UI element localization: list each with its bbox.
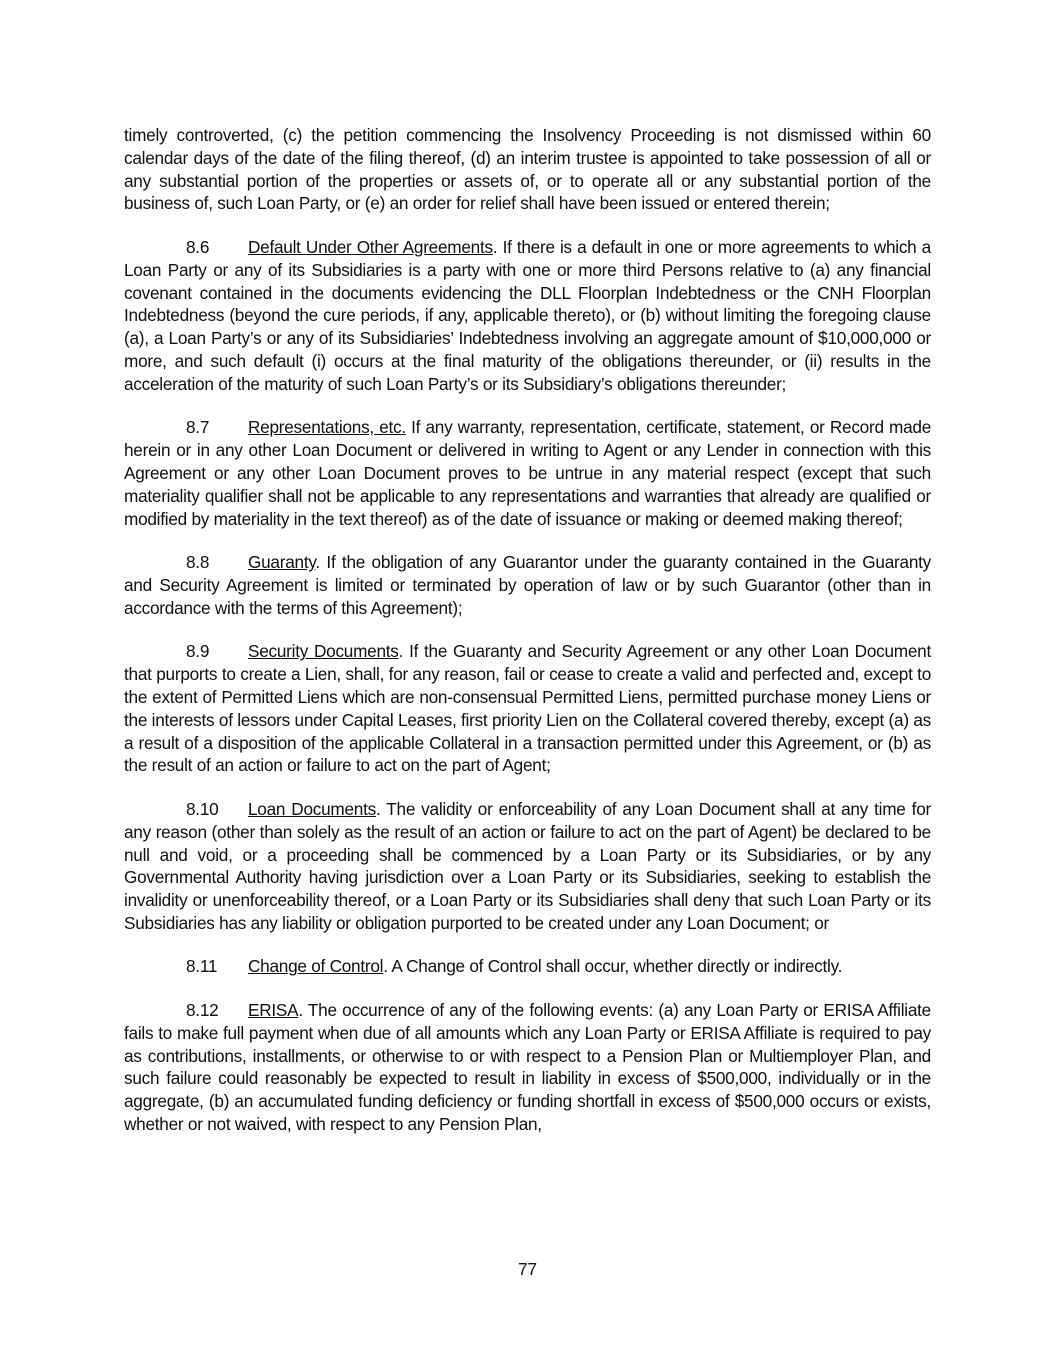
section-heading: ERISA	[248, 1000, 299, 1021]
section-heading: Security Documents	[248, 641, 399, 662]
paragraph-text: timely controverted, (c) the petition commencing the Insolvency Proceeding is not dismissed within 60 calendar days of the date of the filing thereof, (d) an interim trustee is appointed to take possession of all or any substantial portion of the properties or assets of, or to operate all or any substantial portion of the business of, such Loan Party, or (e) an order for relief shall have been issued or entered therein;	[124, 125, 931, 214]
section-text: . If the Guaranty and Security Agreement or any other Loan Document that purports to create a Lien, shall, for any reason, fail or cease to create a valid and perfected and, except to the extent of Permitted Liens which are non-consensual Permitted Liens, permitted purchase money Liens or the interests of lessors under Capital Leases, first priority Lien on the Collateral covered thereby, except (a) as a result of a disposition of the applicable Collateral in a transaction permitted under this Agreement, or (b) as the result of an action or failure to act on the part of Agent;	[124, 641, 931, 776]
paragraph-continued	[124, 124, 931, 215]
section-8-8	[124, 551, 931, 619]
section-text: . If the obligation of any Guarantor under the guaranty contained in the Guaranty and Security Agreement is limited or terminated by operation of law or by such Guarantor (other than in accordance with the terms of this Agreement);	[124, 552, 931, 618]
document-body	[124, 124, 931, 1157]
section-number: 8.8	[186, 552, 210, 573]
section-8-12	[124, 999, 931, 1136]
section-heading: Change of Control	[248, 956, 384, 977]
section-heading: Default Under Other Agreements	[248, 236, 493, 257]
section-8-9	[124, 640, 931, 777]
section-number: 8.6	[186, 236, 210, 257]
section-number: 8.11	[186, 956, 218, 977]
section-number: 8.9	[186, 641, 210, 662]
section-8-10	[124, 798, 931, 935]
section-text: . The occurrence of any of the following events: (a) any Loan Party or ERISA Affiliate fails to make full payment when due of all amounts which any Loan Party or ERISA Affiliate is required to pay as contributions, installments, or otherwise to or with respect to a Pension Plan or Multiemployer Plan, and such failure could reasonably be expected to result in liability in excess of $500,000, individually or in the aggregate, (b) an accumulated funding deficiency or funding shortfall in excess of $500,000 occurs or exists, whether or not waived, with respect to any Pension Plan,	[124, 1000, 931, 1135]
section-heading: Loan Documents	[248, 798, 376, 819]
page-number: 77	[517, 1259, 538, 1279]
section-heading: Representations, etc.	[248, 417, 406, 438]
section-8-11	[124, 955, 931, 978]
section-text: . If there is a default in one or more agreements to which a Loan Party or any of its Subsidiaries is a party with one or more third Persons relative to (a) any financial covenant contained in the documents evidencing the DLL Floorplan Indebtedness or the CNH Floorplan Indebtedness (beyond the cure periods, if any, applicable thereto), or (b) without limiting the foregoing clause (a), a Loan Party’s or any of its Subsidiaries’ Indebtedness involving an aggregate amount of $10,000,000 or more, and such default (i) occurs at the final maturity of the obligations thereunder, or (ii) results in the acceleration of the maturity of such Loan Party’s or its Subsidiary’s obligations thereunder;	[124, 236, 931, 394]
section-text: . The validity or enforceability of any Loan Document shall at any time for any reason (other than solely as the result of an action or failure to act on the part of Agent) be declared to be null and void, or a proceeding shall be commenced by a Loan Party or its Subsidiaries, or by any Governmental Authority having jurisdiction over a Loan Party or its Subsidiaries, seeking to establish the invalidity or unenforceability thereof, or a Loan Party or its Subsidiaries shall deny that such Loan Party or its Subsidiaries has any liability or obligation purported to be created under any Loan Document; or	[124, 798, 931, 933]
section-8-6	[124, 236, 931, 396]
section-number: 8.7	[186, 417, 210, 438]
section-number: 8.10	[186, 798, 219, 819]
section-heading: Guaranty	[248, 552, 316, 573]
section-text: . A Change of Control shall occur, whether directly or indirectly.	[383, 956, 843, 977]
section-text: If any warranty, representation, certificate, statement, or Record made herein or in any other Loan Document or delivered in writing to Agent or any Lender in connection with this Agreement or any other Loan Document proves to be untrue in any material respect (except that such materiality qualifier shall not be applicable to any representations and warranties that already are qualified or modified by materiality in the text thereof) as of the date of issuance or making or deemed making thereof;	[124, 417, 931, 529]
section-number: 8.12	[186, 1000, 219, 1021]
section-8-7	[124, 416, 931, 530]
